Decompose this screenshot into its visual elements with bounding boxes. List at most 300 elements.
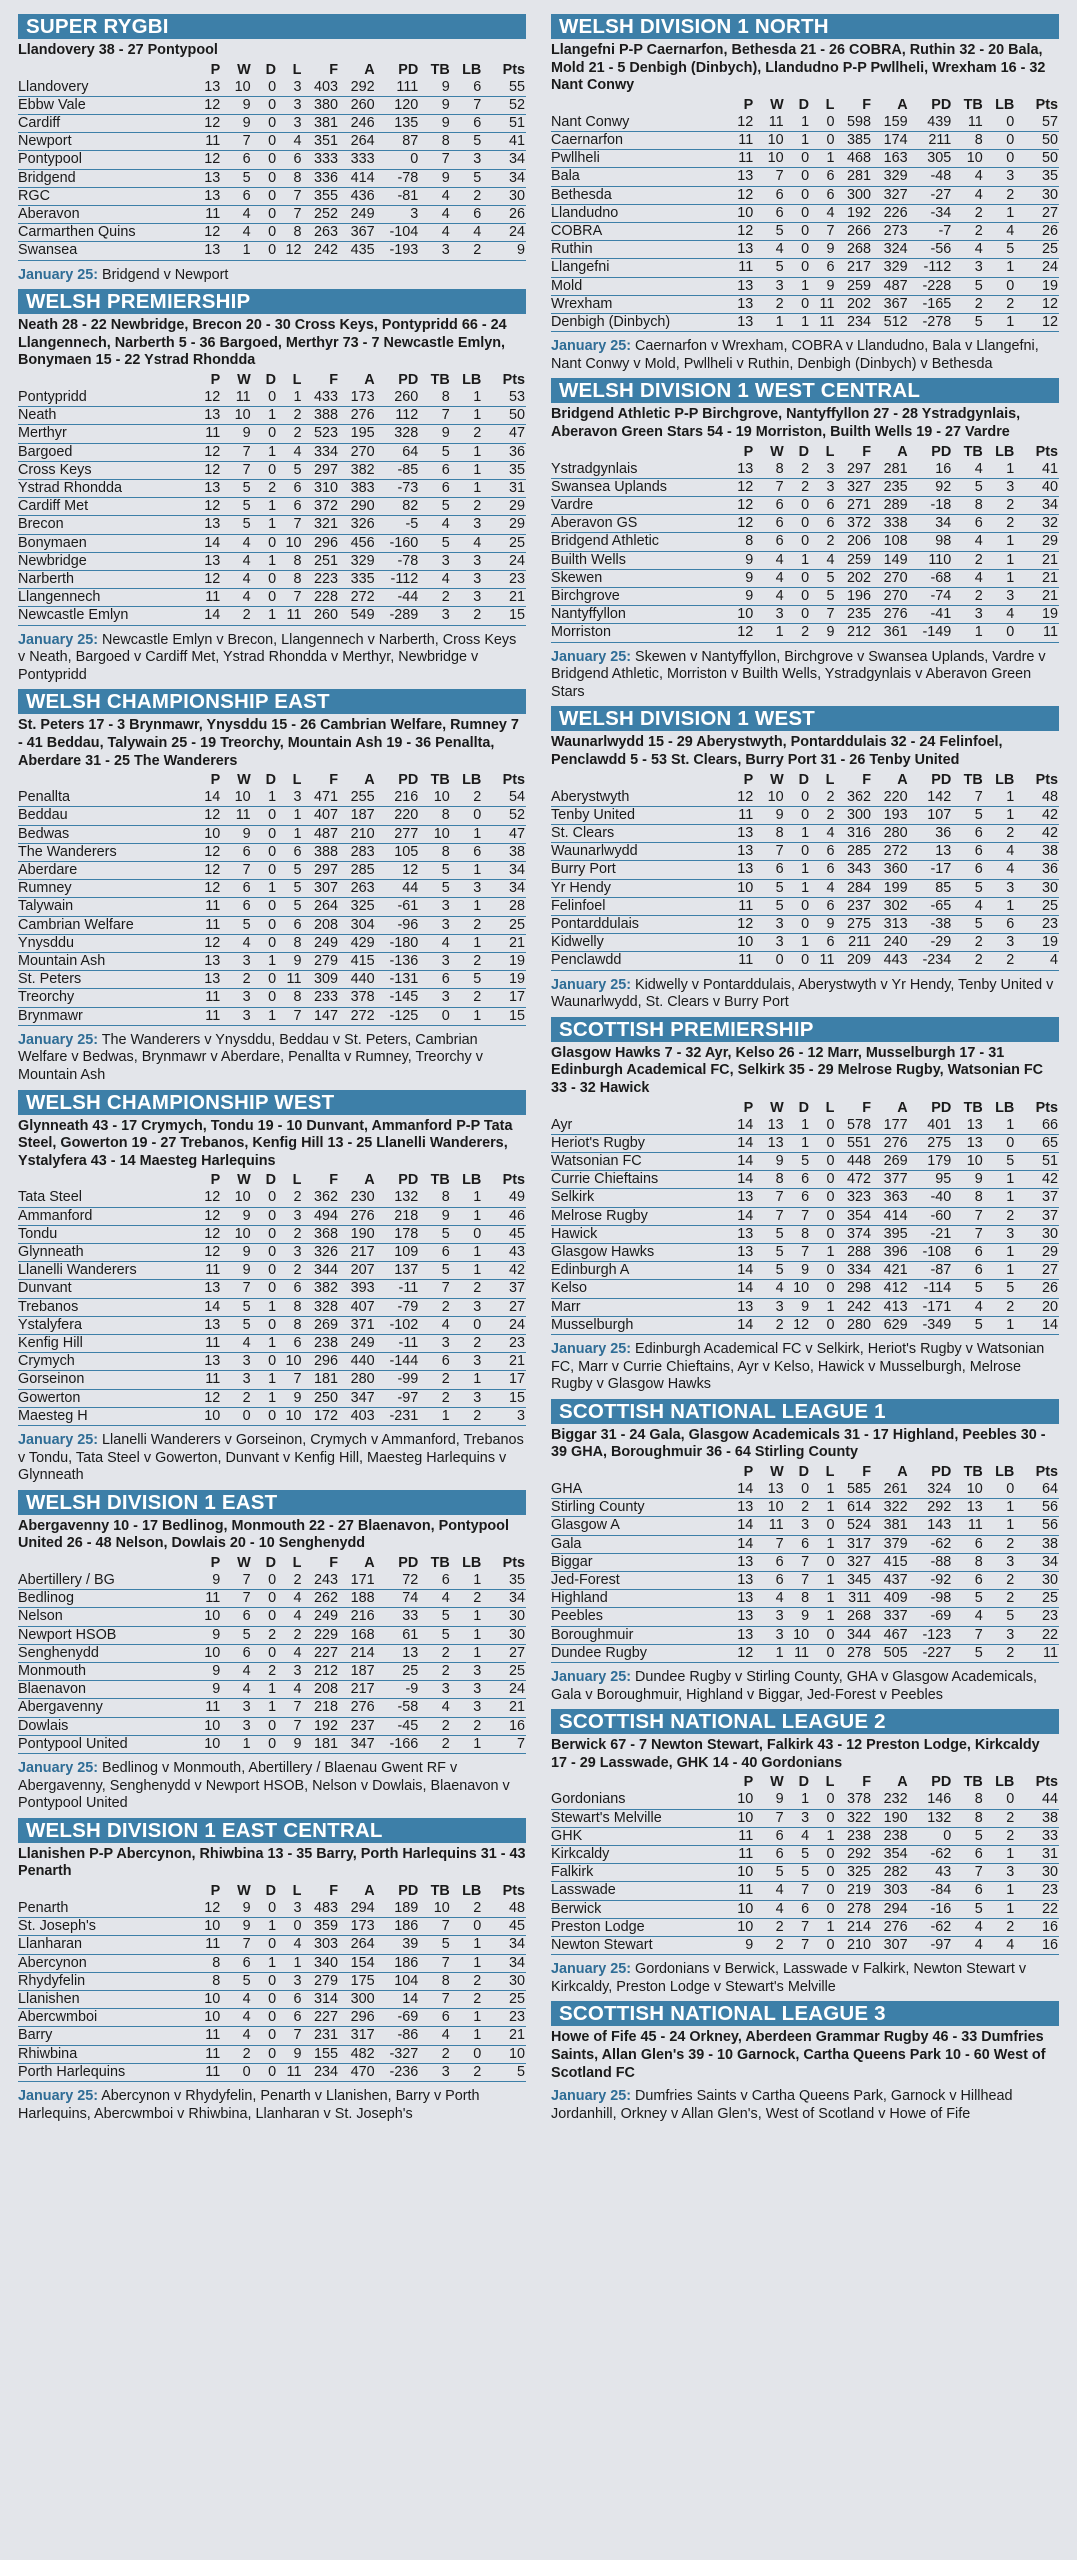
stat-pd: -40 bbox=[930, 1189, 952, 1206]
stat-pd: -114 bbox=[923, 1280, 952, 1297]
team-name: Biggar bbox=[551, 1553, 593, 1570]
stat-d: 0 bbox=[268, 242, 277, 259]
stat-d: 7 bbox=[801, 1882, 810, 1899]
stat-lb: 0 bbox=[473, 2045, 482, 2062]
team-column-header bbox=[18, 1882, 191, 1900]
team-name: Lasswade bbox=[551, 1882, 616, 1899]
stat-d: 5 bbox=[801, 1864, 810, 1881]
stat-w: 1 bbox=[775, 314, 784, 331]
stat-p: 13 bbox=[737, 1590, 754, 1607]
team-name: Llanharan bbox=[18, 1936, 83, 1953]
column-header-f: F bbox=[329, 372, 339, 388]
stat-f: 471 bbox=[314, 789, 339, 806]
stat-lb: 3 bbox=[473, 1663, 482, 1680]
stat-a: 302 bbox=[883, 897, 908, 914]
stat-lb: 5 bbox=[1006, 241, 1015, 258]
table-row bbox=[18, 1663, 526, 1681]
stat-p: 9 bbox=[745, 588, 754, 605]
stat-f: 206 bbox=[847, 533, 872, 550]
stat-l: 9 bbox=[826, 241, 835, 258]
stat-a: 280 bbox=[350, 1371, 375, 1388]
stat-f: 278 bbox=[847, 1644, 872, 1661]
stat-pts: 45 bbox=[508, 1918, 525, 1935]
stat-lb: 6 bbox=[473, 843, 482, 860]
stat-a: 149 bbox=[883, 551, 908, 568]
team-name: Ammanford bbox=[18, 1207, 93, 1224]
stat-f: 196 bbox=[847, 588, 872, 605]
stat-w: 10 bbox=[767, 131, 784, 148]
stat-pd: -60 bbox=[930, 1207, 952, 1224]
team-name: Nant Conwy bbox=[551, 113, 630, 130]
stat-pts: 52 bbox=[508, 96, 525, 113]
stat-w: 4 bbox=[242, 1335, 251, 1352]
stat-tb: 7 bbox=[974, 1225, 983, 1242]
stat-d: 0 bbox=[268, 1936, 277, 1953]
stat-l: 6 bbox=[293, 2009, 302, 2026]
stat-l: 0 bbox=[293, 1918, 302, 1935]
stat-pts: 11 bbox=[1043, 1644, 1058, 1661]
stat-lb: 4 bbox=[1006, 606, 1015, 623]
stat-pts: 7 bbox=[516, 1735, 525, 1752]
table-row bbox=[551, 551, 1059, 569]
column-header-a: A bbox=[364, 372, 375, 388]
stat-a: 246 bbox=[350, 115, 375, 131]
stat-pts: 23 bbox=[508, 571, 525, 588]
stat-lb: 3 bbox=[1006, 1864, 1015, 1881]
stat-a: 322 bbox=[883, 1499, 908, 1516]
stat-p: 12 bbox=[737, 1644, 754, 1661]
table-row bbox=[551, 934, 1059, 952]
table-row bbox=[551, 1864, 1059, 1882]
stat-f: 181 bbox=[314, 1735, 339, 1752]
stat-f: 327 bbox=[847, 478, 872, 495]
stat-l: 10 bbox=[285, 1407, 302, 1424]
stat-f: 300 bbox=[847, 806, 872, 823]
stat-f: 321 bbox=[314, 516, 339, 533]
stat-lb: 1 bbox=[1006, 1189, 1015, 1206]
column-header-w: W bbox=[770, 1774, 784, 1791]
stat-f: 212 bbox=[314, 1663, 339, 1680]
stat-l: 6 bbox=[826, 861, 835, 878]
stat-d: 0 bbox=[268, 461, 277, 478]
stat-f: 212 bbox=[847, 624, 872, 641]
team-name: Waunarlwydd bbox=[551, 843, 638, 860]
stat-w: 6 bbox=[775, 861, 784, 878]
stat-p: 11 bbox=[738, 1846, 754, 1863]
stat-f: 468 bbox=[847, 150, 872, 167]
table-row bbox=[18, 1735, 526, 1753]
stat-pd: -171 bbox=[922, 1298, 952, 1315]
stat-f: 259 bbox=[847, 277, 872, 294]
upcoming-fixtures bbox=[18, 267, 526, 285]
stat-w: 7 bbox=[775, 478, 784, 495]
stat-d: 0 bbox=[268, 2027, 277, 2044]
stat-lb: 1 bbox=[473, 1572, 482, 1589]
stat-f: 242 bbox=[314, 242, 339, 259]
stat-f: 340 bbox=[314, 1954, 339, 1971]
table-row bbox=[551, 789, 1059, 807]
stat-pts: 42 bbox=[1041, 825, 1058, 841]
stat-pts: 19 bbox=[1041, 606, 1058, 623]
column-header-pd: PD bbox=[398, 1555, 419, 1572]
team-name: Penallta bbox=[18, 789, 71, 806]
stat-d: 0 bbox=[268, 843, 277, 860]
stat-tb: 4 bbox=[441, 2027, 450, 2044]
table-row bbox=[18, 242, 526, 260]
fixture-list: Skewen v Nantyffyllon, Birchgrove v Swansea Uplands, Vardre v Bridgend Athletic, Morriston v Builth Wells, Ystradgynlais v Aberavon Green Stars bbox=[551, 648, 1046, 700]
stat-a: 335 bbox=[350, 571, 375, 588]
stat-a: 263 bbox=[350, 880, 375, 897]
stat-pd: 275 bbox=[927, 1134, 952, 1151]
stat-p: 10 bbox=[204, 1608, 221, 1625]
stat-pd: -149 bbox=[922, 624, 952, 641]
stat-pd: -98 bbox=[930, 1590, 952, 1607]
stat-pts: 16 bbox=[1041, 1918, 1058, 1935]
table-row bbox=[18, 971, 526, 989]
team-name: Stirling County bbox=[551, 1499, 645, 1516]
stat-d: 0 bbox=[268, 425, 277, 442]
stat-l: 7 bbox=[293, 516, 302, 533]
stat-pd: -123 bbox=[922, 1626, 952, 1643]
stat-tb: 8 bbox=[974, 131, 983, 148]
team-name: Tata Steel bbox=[18, 1189, 82, 1206]
stat-lb: 2 bbox=[473, 1280, 482, 1297]
stat-d: 2 bbox=[801, 624, 810, 641]
league-section-welsh-division-1-west bbox=[551, 706, 1059, 1011]
stat-pd: 218 bbox=[394, 1207, 419, 1224]
stat-d: 1 bbox=[268, 1954, 277, 1971]
stat-d: 1 bbox=[268, 407, 277, 424]
stat-tb: 5 bbox=[441, 534, 450, 551]
column-header-pd: PD bbox=[398, 1883, 419, 1900]
stat-w: 6 bbox=[775, 204, 784, 221]
stat-tb: 13 bbox=[966, 1134, 983, 1151]
stat-a: 403 bbox=[350, 1407, 375, 1424]
stat-lb: 7 bbox=[473, 96, 482, 113]
stat-l: 1 bbox=[826, 1918, 835, 1935]
stat-p: 10 bbox=[737, 934, 754, 951]
stat-f: 309 bbox=[314, 971, 339, 988]
team-name: Kirkcaldy bbox=[551, 1846, 610, 1863]
stat-l: 0 bbox=[826, 1316, 835, 1333]
team-name: Berwick bbox=[551, 1900, 602, 1917]
team-name: Newport bbox=[18, 133, 72, 150]
stat-f: 285 bbox=[847, 843, 872, 860]
upcoming-fixtures bbox=[18, 2088, 526, 2123]
stat-pts: 30 bbox=[1041, 879, 1058, 896]
stat-tb: 4 bbox=[441, 1316, 450, 1333]
stat-w: 9 bbox=[242, 1262, 251, 1279]
stat-pts: 12 bbox=[1041, 314, 1058, 331]
stat-p: 13 bbox=[737, 295, 754, 312]
column-header-p: P bbox=[743, 1464, 754, 1480]
stat-p: 12 bbox=[204, 461, 221, 478]
column-header-d: D bbox=[265, 1883, 277, 1900]
table-row bbox=[18, 1389, 526, 1407]
stat-a: 276 bbox=[883, 1134, 908, 1151]
stat-d: 0 bbox=[268, 1644, 277, 1661]
stat-a: 395 bbox=[883, 1225, 908, 1242]
stat-l: 11 bbox=[286, 607, 302, 624]
stat-tb: 2 bbox=[441, 1663, 450, 1680]
stat-p: 12 bbox=[737, 515, 754, 532]
stat-pd: -327 bbox=[389, 2045, 419, 2062]
stat-a: 240 bbox=[883, 934, 908, 951]
table-row bbox=[551, 1572, 1059, 1590]
stat-tb: 3 bbox=[441, 242, 450, 259]
stat-pd: -62 bbox=[930, 1918, 952, 1935]
stat-tb: 5 bbox=[441, 1936, 450, 1953]
stat-p: 12 bbox=[204, 115, 221, 131]
team-column-header bbox=[551, 96, 724, 114]
stat-pts: 50 bbox=[1041, 131, 1058, 148]
stat-w: 10 bbox=[234, 1225, 251, 1242]
stat-pts: 34 bbox=[508, 1936, 525, 1953]
stat-a: 414 bbox=[883, 1207, 908, 1224]
team-name: The Wanderers bbox=[18, 843, 117, 860]
table-row bbox=[551, 204, 1059, 222]
stat-d: 0 bbox=[268, 187, 277, 204]
table-row bbox=[551, 1481, 1059, 1499]
column-header-f: F bbox=[329, 1555, 339, 1572]
team-name: Bedlinog bbox=[18, 1590, 75, 1607]
stat-d: 0 bbox=[801, 150, 810, 167]
stat-tb: 3 bbox=[441, 916, 450, 933]
column-header-tb: TB bbox=[963, 443, 983, 460]
league-section-scottish-national-league-1 bbox=[551, 1399, 1059, 1704]
stat-l: 1 bbox=[826, 1298, 835, 1315]
stat-tb: 2 bbox=[974, 204, 983, 221]
stat-w: 3 bbox=[242, 953, 251, 970]
stat-lb: 1 bbox=[1006, 1882, 1015, 1899]
stat-tb: 1 bbox=[441, 1407, 450, 1424]
stat-pts: 53 bbox=[508, 389, 525, 405]
stat-pd: 112 bbox=[395, 407, 419, 424]
stat-l: 0 bbox=[826, 1189, 835, 1206]
stat-pts: 34 bbox=[508, 880, 525, 897]
stat-pd: 189 bbox=[394, 1900, 419, 1917]
fixture-date: January 25: bbox=[551, 1961, 631, 1978]
stat-p: 13 bbox=[204, 516, 221, 533]
table-row bbox=[18, 425, 526, 443]
table-header-row bbox=[551, 96, 1059, 114]
column-header-w: W bbox=[237, 772, 251, 789]
team-name: Boroughmuir bbox=[551, 1626, 634, 1643]
stat-f: 281 bbox=[847, 168, 872, 185]
stat-pts: 66 bbox=[1041, 1116, 1058, 1133]
fixture-date: January 25: bbox=[551, 648, 631, 665]
stat-pd: 146 bbox=[927, 1791, 952, 1808]
stat-d: 2 bbox=[268, 1663, 277, 1680]
stat-w: 7 bbox=[242, 1936, 251, 1953]
column-header-p: P bbox=[210, 1555, 221, 1572]
stat-pd: 142 bbox=[927, 788, 952, 805]
team-name: Neath bbox=[18, 407, 57, 424]
league-section-super-rygbi bbox=[18, 14, 526, 284]
stat-d: 0 bbox=[801, 788, 810, 805]
stat-tb: 6 bbox=[441, 1572, 450, 1589]
column-header-f: F bbox=[862, 771, 872, 788]
league-title: WELSH DIVISION 1 EAST CENTRAL bbox=[18, 1818, 526, 1843]
stat-l: 5 bbox=[826, 588, 835, 605]
stat-pd: -11 bbox=[398, 1280, 419, 1297]
stat-pd: 34 bbox=[935, 515, 952, 532]
stat-tb: 2 bbox=[441, 2045, 450, 2062]
stat-pts: 40 bbox=[1041, 478, 1058, 495]
stat-pts: 56 bbox=[1041, 1499, 1058, 1516]
stat-f: 578 bbox=[847, 1116, 872, 1133]
stat-f: 362 bbox=[847, 788, 872, 805]
stat-pts: 30 bbox=[508, 187, 525, 204]
fixture-list: Bedlinog v Monmouth, Abertillery / Blaenau Gwent RF v Abergavenny, Senghenydd v Newport HSOB, Nelson v Dowlais, Blaenavon v Pontypool United bbox=[18, 1760, 510, 1812]
stat-p: 11 bbox=[205, 1335, 221, 1352]
stat-a: 294 bbox=[350, 1900, 375, 1917]
stat-f: 218 bbox=[314, 1699, 339, 1716]
stat-p: 13 bbox=[737, 168, 754, 185]
stat-tb: 8 bbox=[974, 1791, 983, 1808]
column-header-tb: TB bbox=[430, 1555, 450, 1572]
stat-f: 279 bbox=[314, 953, 339, 970]
team-name: Merthyr bbox=[18, 425, 67, 442]
stat-tb: 6 bbox=[441, 1353, 450, 1370]
stat-tb: 4 bbox=[441, 224, 450, 241]
column-header-p: P bbox=[210, 372, 221, 388]
stat-a: 317 bbox=[350, 2027, 375, 2044]
stat-w: 4 bbox=[242, 552, 251, 569]
stat-a: 188 bbox=[350, 1590, 375, 1607]
stat-a: 237 bbox=[350, 1717, 375, 1734]
stat-p: 12 bbox=[204, 862, 221, 879]
stat-d: 10 bbox=[793, 1626, 810, 1643]
fixture-date: January 25: bbox=[18, 1432, 98, 1449]
stat-a: 255 bbox=[350, 789, 375, 806]
column-header-lb: LB bbox=[995, 1464, 1015, 1480]
stat-w: 1 bbox=[775, 624, 784, 641]
stat-pd: -112 bbox=[923, 259, 952, 276]
stat-w: 3 bbox=[242, 1371, 251, 1388]
stat-d: 2 bbox=[268, 480, 277, 497]
table-row bbox=[551, 1316, 1059, 1334]
stat-l: 1 bbox=[826, 1572, 835, 1589]
table-row bbox=[18, 898, 526, 916]
league-table bbox=[551, 96, 1059, 332]
stat-tb: 3 bbox=[974, 259, 983, 276]
stat-d: 2 bbox=[801, 460, 810, 477]
stat-a: 363 bbox=[883, 1189, 908, 1206]
column-header-pd: PD bbox=[931, 1774, 952, 1791]
upcoming-fixtures bbox=[18, 1032, 526, 1085]
stat-f: 345 bbox=[847, 1572, 872, 1589]
stat-p: 11 bbox=[205, 2063, 221, 2080]
stat-p: 12 bbox=[737, 113, 754, 130]
stat-d: 0 bbox=[268, 589, 277, 606]
stat-l: 10 bbox=[285, 534, 302, 551]
stat-pd: 324 bbox=[927, 1481, 952, 1497]
stat-a: 187 bbox=[350, 807, 375, 824]
stat-f: 334 bbox=[314, 443, 339, 460]
table-row bbox=[18, 552, 526, 570]
stat-a: 414 bbox=[350, 169, 375, 186]
stat-f: 210 bbox=[847, 1937, 872, 1954]
table-row bbox=[18, 1590, 526, 1608]
team-name: Burry Port bbox=[551, 861, 616, 878]
stat-l: 1 bbox=[293, 807, 302, 824]
stat-pts: 24 bbox=[508, 1316, 525, 1333]
stat-l: 2 bbox=[826, 806, 835, 823]
table-row bbox=[18, 880, 526, 898]
stat-d: 5 bbox=[801, 1153, 810, 1169]
stat-p: 13 bbox=[737, 277, 754, 294]
stat-p: 14 bbox=[737, 1153, 754, 1169]
stat-pd: 98 bbox=[935, 533, 952, 550]
fixture-date: January 25: bbox=[18, 1031, 98, 1048]
stat-w: 9 bbox=[242, 1244, 251, 1261]
stat-lb: 3 bbox=[473, 571, 482, 588]
stat-w: 9 bbox=[242, 825, 251, 842]
stat-p: 10 bbox=[204, 825, 221, 842]
stat-pd: 143 bbox=[927, 1517, 952, 1534]
team-name: Melrose Rugby bbox=[551, 1207, 648, 1224]
stat-d: 7 bbox=[801, 1572, 810, 1589]
stat-l: 12 bbox=[285, 242, 302, 259]
table-row bbox=[551, 241, 1059, 259]
stat-w: 2 bbox=[242, 1389, 251, 1406]
stat-p: 13 bbox=[204, 552, 221, 569]
stat-pts: 33 bbox=[1041, 1827, 1058, 1844]
stat-p: 10 bbox=[204, 1735, 221, 1752]
stat-f: 223 bbox=[314, 571, 339, 588]
stat-p: 10 bbox=[204, 1918, 221, 1935]
column-header-l: L bbox=[825, 443, 835, 460]
stat-f: 266 bbox=[847, 223, 872, 239]
team-name: Glynneath bbox=[18, 1244, 84, 1261]
stat-f: 259 bbox=[847, 551, 872, 568]
stat-l: 6 bbox=[826, 497, 835, 513]
table-row bbox=[551, 1189, 1059, 1207]
stat-l: 4 bbox=[293, 443, 302, 460]
column-header-d: D bbox=[265, 1555, 277, 1572]
stat-lb: 2 bbox=[473, 953, 482, 970]
column-header-pts: Pts bbox=[1035, 1099, 1058, 1116]
stat-tb: 7 bbox=[441, 1918, 450, 1935]
stat-f: 614 bbox=[847, 1499, 872, 1516]
stat-pd: -38 bbox=[930, 916, 952, 933]
stat-w: 7 bbox=[775, 1207, 784, 1224]
team-name: Llangefni bbox=[551, 259, 610, 276]
stat-pts: 23 bbox=[1041, 1882, 1058, 1899]
stat-p: 10 bbox=[737, 204, 754, 221]
stat-lb: 1 bbox=[473, 1189, 482, 1206]
stat-f: 209 bbox=[847, 952, 872, 969]
table-row bbox=[551, 588, 1059, 606]
team-name: Beddau bbox=[18, 807, 68, 824]
stat-lb: 2 bbox=[1006, 952, 1015, 969]
stat-a: 190 bbox=[883, 1809, 908, 1826]
stat-d: 0 bbox=[268, 169, 277, 186]
table-row bbox=[551, 1918, 1059, 1936]
stat-d: 0 bbox=[268, 862, 277, 879]
stat-pd: 3 bbox=[410, 206, 419, 223]
team-name: Newport HSOB bbox=[18, 1626, 117, 1643]
column-header-tb: TB bbox=[963, 771, 983, 788]
column-header-f: F bbox=[329, 61, 339, 78]
table-row bbox=[18, 934, 526, 952]
team-name: Heriot's Rugby bbox=[551, 1134, 645, 1151]
team-name: Llanelli Wanderers bbox=[18, 1262, 137, 1279]
stat-tb: 6 bbox=[441, 461, 450, 478]
stat-a: 313 bbox=[883, 916, 908, 933]
stat-f: 227 bbox=[314, 1644, 339, 1661]
